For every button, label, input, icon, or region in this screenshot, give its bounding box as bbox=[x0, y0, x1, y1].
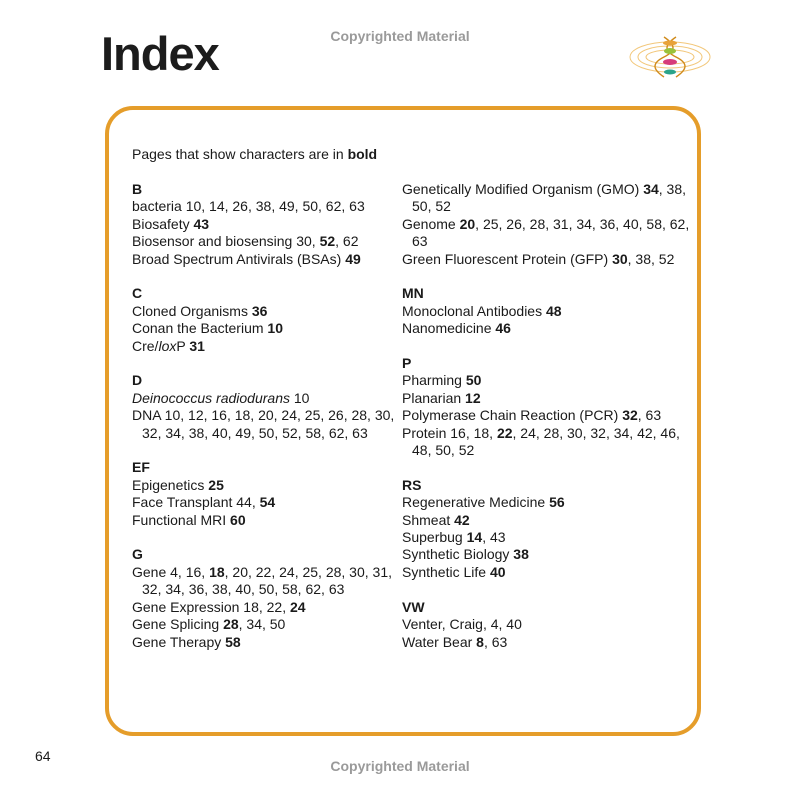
index-entry bbox=[132, 303, 397, 320]
section-heading: EF bbox=[132, 459, 150, 476]
index-entry bbox=[402, 390, 692, 407]
section-heading: VW bbox=[402, 598, 425, 615]
entry-text: , 25, 26, 28, 31, 34, 36, 40, 58, 62, 63 bbox=[412, 215, 690, 250]
entry-text: , 63 bbox=[637, 407, 662, 424]
section-heading: MN bbox=[402, 285, 424, 302]
index-entry bbox=[402, 372, 692, 389]
entry-text: Synthetic Biology bbox=[402, 546, 514, 563]
index-entry bbox=[402, 634, 692, 651]
bold-page-number: 20 bbox=[459, 215, 476, 232]
entry-text: Conan the Bacterium bbox=[132, 320, 268, 337]
index-section bbox=[402, 285, 692, 337]
index-entry bbox=[132, 512, 397, 529]
bold-page-number: 31 bbox=[189, 337, 205, 354]
entry-text: Synthetic Life bbox=[402, 563, 490, 580]
bold-page-number: 50 bbox=[465, 372, 482, 389]
entry-text: Monoclonal Antibodies bbox=[402, 302, 546, 319]
index-entry bbox=[402, 216, 692, 251]
index-entry bbox=[132, 407, 397, 442]
entry-text: Pharming bbox=[402, 372, 466, 389]
bold-page-number: 8 bbox=[476, 633, 484, 650]
bold-page-number: 48 bbox=[546, 302, 562, 319]
entry-text: Protein 16, 18, bbox=[402, 424, 497, 441]
bold-page-number: 36 bbox=[251, 302, 268, 319]
bold-page-number: 38 bbox=[513, 546, 529, 563]
index-entry bbox=[402, 512, 692, 529]
entry-text: , 20, 22, 24, 25, 28, 30, 31, 32, 34, 36, 38, 40, 50, 58, 62, 63 bbox=[142, 563, 392, 598]
bold-page-number: 12 bbox=[465, 389, 481, 406]
section-heading: C bbox=[132, 285, 143, 302]
entry-text: Cloned Organisms bbox=[132, 302, 252, 319]
entry-text: Gene Expression 18, 22, bbox=[132, 598, 290, 615]
index-intro bbox=[132, 146, 377, 162]
index-section bbox=[132, 181, 397, 268]
bold-page-number: 49 bbox=[345, 250, 361, 267]
page-number: 64 bbox=[35, 748, 51, 764]
entry-text: Face Transplant 44, bbox=[132, 494, 260, 511]
index-entry bbox=[132, 320, 397, 337]
bold-page-number: 25 bbox=[208, 476, 224, 493]
entry-text: Polymerase Chain Reaction (PCR) bbox=[402, 407, 623, 424]
watermark-top: Copyrighted Material bbox=[330, 28, 470, 44]
entry-text: , 38, 50, 52 bbox=[412, 181, 687, 215]
entry-text: , 38, 52 bbox=[627, 250, 675, 267]
bold-page-number: 34 bbox=[643, 181, 659, 197]
entry-text: Planarian bbox=[402, 389, 466, 406]
index-entry bbox=[132, 564, 397, 599]
entry-text: , 63 bbox=[483, 633, 508, 650]
index-entry bbox=[402, 320, 692, 337]
index-entry bbox=[132, 494, 397, 511]
index-entry bbox=[402, 303, 692, 320]
dna-helix-icon bbox=[628, 33, 712, 81]
entry-text: Regenerative Medicine bbox=[402, 494, 550, 511]
intro-text: Pages that show characters are in bbox=[132, 146, 348, 162]
index-entry bbox=[132, 477, 397, 494]
entry-text: , 62 bbox=[335, 233, 359, 250]
bold-page-number: 42 bbox=[454, 511, 470, 528]
section-heading: P bbox=[402, 355, 412, 372]
bold-page-number: 52 bbox=[319, 233, 336, 250]
entry-text: Biosafety bbox=[132, 215, 194, 232]
index-section bbox=[132, 285, 397, 355]
index-section bbox=[402, 181, 692, 268]
index-entry bbox=[402, 546, 692, 563]
entry-text: Functional MRI bbox=[132, 511, 231, 528]
index-entry bbox=[402, 616, 692, 633]
index-entry bbox=[132, 599, 397, 616]
index-section bbox=[132, 372, 397, 442]
bold-page-number: 58 bbox=[225, 633, 241, 650]
entry-text: Venter, Craig, 4, 40 bbox=[402, 616, 522, 633]
bold-page-number: 43 bbox=[193, 215, 210, 232]
index-entry bbox=[132, 216, 397, 233]
entry-text: P bbox=[176, 337, 190, 354]
entry-text: Gene Splicing bbox=[132, 616, 224, 633]
bold-page-number: 46 bbox=[495, 320, 511, 337]
entry-text: Gene 4, 16, bbox=[132, 563, 210, 580]
entry-text: Gene Therapy bbox=[132, 633, 226, 650]
index-entry bbox=[402, 425, 692, 460]
index-section bbox=[132, 459, 397, 529]
index-section bbox=[402, 599, 692, 651]
index-entry bbox=[402, 494, 692, 511]
index-column-left bbox=[132, 181, 397, 668]
section-heading: RS bbox=[402, 476, 422, 493]
bold-page-number: 28 bbox=[223, 616, 239, 633]
watermark-bottom: Copyrighted Material bbox=[330, 758, 470, 774]
entry-text: Genetically Modified Organism (GMO) bbox=[402, 181, 644, 197]
index-entry bbox=[132, 390, 397, 407]
index-entry bbox=[402, 529, 692, 546]
bold-page-number: 18 bbox=[209, 563, 225, 580]
index-section bbox=[132, 546, 397, 650]
entry-text: Nanomedicine bbox=[402, 320, 496, 337]
intro-bold-word: bold bbox=[347, 146, 378, 162]
entry-text: 10 bbox=[289, 389, 310, 406]
bold-page-number: 10 bbox=[267, 320, 283, 337]
index-entry bbox=[402, 181, 692, 216]
bold-page-number: 54 bbox=[259, 494, 276, 511]
bold-page-number: 24 bbox=[290, 598, 306, 615]
index-entry bbox=[132, 634, 397, 651]
section-heading: D bbox=[132, 372, 143, 389]
bold-page-number: 32 bbox=[622, 407, 638, 424]
bold-page-number: 30 bbox=[612, 250, 628, 267]
entry-text: DNA 10, 12, 16, 18, 20, 24, 25, 26, 28, 30, 32, 34, 38, 40, 49, 50, 52, 58, 62, 63 bbox=[132, 407, 395, 441]
entry-text: Deinococcus radiodurans bbox=[132, 389, 290, 406]
entry-text: Shmeat bbox=[402, 511, 455, 528]
entry-text: Epigenetics bbox=[132, 476, 209, 493]
section-heading: B bbox=[132, 181, 143, 197]
index-entry bbox=[132, 198, 397, 215]
index-entry bbox=[402, 407, 692, 424]
index-column-right bbox=[402, 181, 692, 668]
entry-text: Water Bear bbox=[402, 633, 477, 650]
index-entry bbox=[402, 564, 692, 581]
index-entry bbox=[132, 233, 397, 250]
index-entry bbox=[132, 251, 397, 268]
entry-text: Biosensor and biosensing 30, bbox=[132, 233, 320, 250]
entry-text: bacteria 10, 14, 26, 38, 49, 50, 62, 63 bbox=[132, 198, 365, 215]
section-heading: G bbox=[132, 546, 143, 563]
bold-page-number: 56 bbox=[549, 494, 565, 511]
index-entry bbox=[402, 251, 692, 268]
index-section bbox=[402, 477, 692, 581]
entry-text: Cre/ bbox=[132, 337, 159, 354]
entry-text: Broad Spectrum Antivirals (BSAs) bbox=[132, 250, 346, 267]
entry-text: Superbug bbox=[402, 529, 467, 546]
entry-text: lox bbox=[158, 337, 177, 354]
index-entry bbox=[132, 338, 397, 355]
bold-page-number: 40 bbox=[489, 563, 506, 580]
entry-text: , 43 bbox=[482, 529, 506, 546]
bold-page-number: 14 bbox=[466, 529, 483, 546]
entry-text: Green Fluorescent Protein (GFP) bbox=[402, 250, 613, 267]
bold-page-number: 22 bbox=[496, 424, 513, 441]
bold-page-number: 60 bbox=[230, 511, 246, 528]
index-entry bbox=[132, 616, 397, 633]
page-title: Index bbox=[101, 27, 219, 80]
entry-text: , 34, 50 bbox=[238, 616, 286, 633]
index-section bbox=[402, 355, 692, 459]
entry-text: , 24, 28, 30, 32, 34, 42, 46, 48, 50, 52 bbox=[412, 424, 680, 459]
entry-text: Genome bbox=[402, 215, 460, 232]
